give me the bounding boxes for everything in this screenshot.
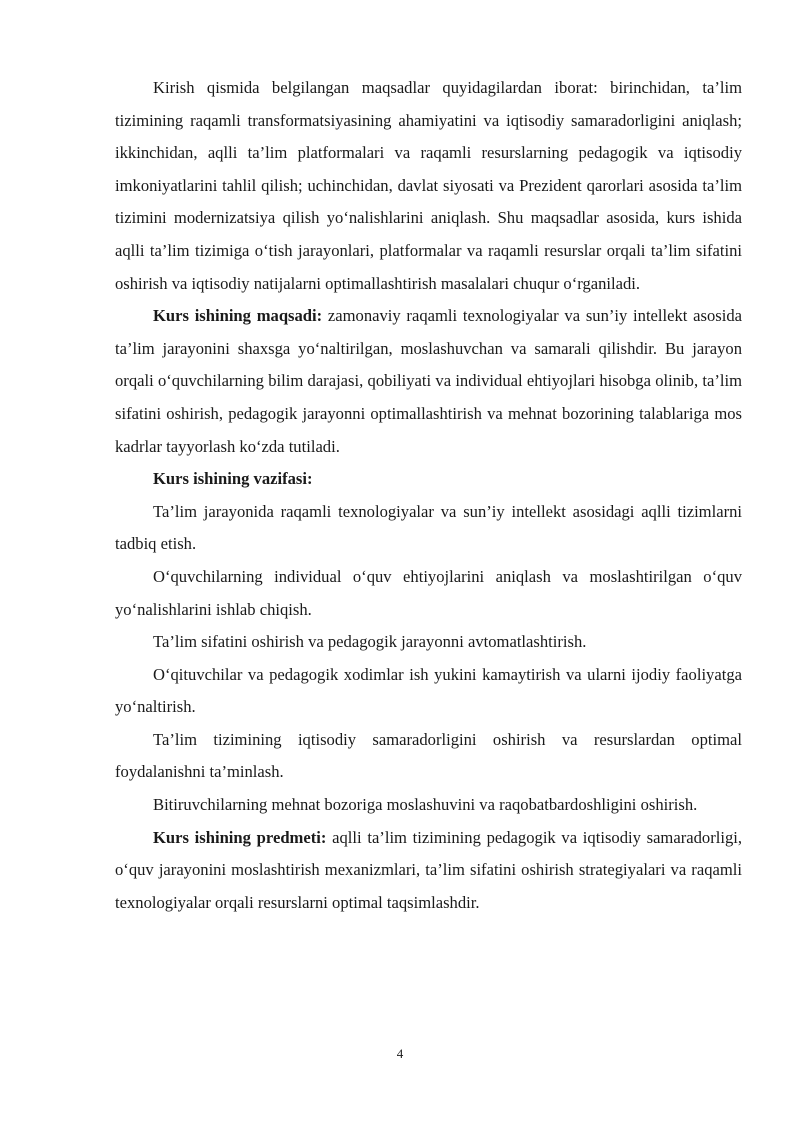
goal-paragraph xyxy=(115,300,742,463)
subject-text: aqlli ta’lim tizimining pedagogik va iqtisodiy samaradorligi, o‘quv jarayonini moslashtirish mexanizmlari, ta’lim sifatini oshirish strategiyalari va raqamli texnologiyalar orqali resurslarni optimal taqsimlashdir. xyxy=(115,827,742,912)
task-heading: Kurs ishining vazifasi: xyxy=(153,469,313,489)
task-item: Ta’lim jarayonida raqamli texnologiyalar va sun’iy intellekt asosidagi aqlli tizimlarni tadbiq etish. xyxy=(115,501,742,554)
task-heading-paragraph xyxy=(115,463,742,496)
task-item: O‘quvchilarning individual o‘quv ehtiyojlarini aniqlash va moslashtirilgan o‘quv yo‘nalishlarini ishlab chiqish. xyxy=(115,566,742,619)
task-item: O‘qituvchilar va pedagogik xodimlar ish yukini kamaytirish va ularni ijodiy faoliyatga yo‘naltirish. xyxy=(115,664,742,717)
page-number: 4 xyxy=(396,1046,404,1061)
intro-paragraph: Kirish qismida belgilangan maqsadlar quyidagilardan iborat: birinchidan, ta’lim tizimining raqamli transformatsiyasining ahamiyatini va iqtisodiy samaradorligini aniqlash; ikkinchidan, aqlli ta’lim platformalari va raqamli resurslarning pedagogik va iqtisodiy imkoniyatlarini tahlil qilish; uchinchidan, davlat siyosati va Prezident qarorlari asosida ta’lim tizimini modernizatsiya qilish yo‘nalishlarini aniqlash. Shu maqsadlar asosida, kurs ishida aqlli ta’lim tizimiga o‘tish jarayonlari, platformalar va raqamli resurslar orqali ta’lim sifatini oshirish va iqtisodiy natijalarni optimallashtirish masalalari chuqur o‘rganiladi. xyxy=(115,78,742,293)
page-body xyxy=(115,72,742,919)
goal-heading: Kurs ishining maqsadi: xyxy=(153,306,323,326)
subject-paragraph xyxy=(115,822,742,920)
task-item: Ta’lim tizimining iqtisodiy samaradorligini oshirish va resurslardan optimal foydalanishni ta’minlash. xyxy=(115,729,742,782)
task-item: Bitiruvchilarning mehnat bozoriga moslashuvini va raqobatbardoshligini oshirish. xyxy=(153,795,698,815)
goal-text: zamonaviy raqamli texnologiyalar va sun’iy intellekt asosida ta’lim jarayonini shaxsga yo‘naltirilgan, moslashuvchan va samarali qilishdir. Bu jarayon orqali o‘quvchilarning bilim darajasi, qobiliyati va individual ehtiyojlari hisobga olinib, ta’lim sifatini oshirish, pedagogik jarayonni optimallashtirish va mehnat bozorining talablariga mos kadrlar tayyorlash ko‘zda tutiladi. xyxy=(115,306,742,456)
subject-heading: Kurs ishining predmeti: xyxy=(153,827,327,847)
task-item: Ta’lim sifatini oshirish va pedagogik jarayonni avtomatlashtirish. xyxy=(153,632,587,652)
